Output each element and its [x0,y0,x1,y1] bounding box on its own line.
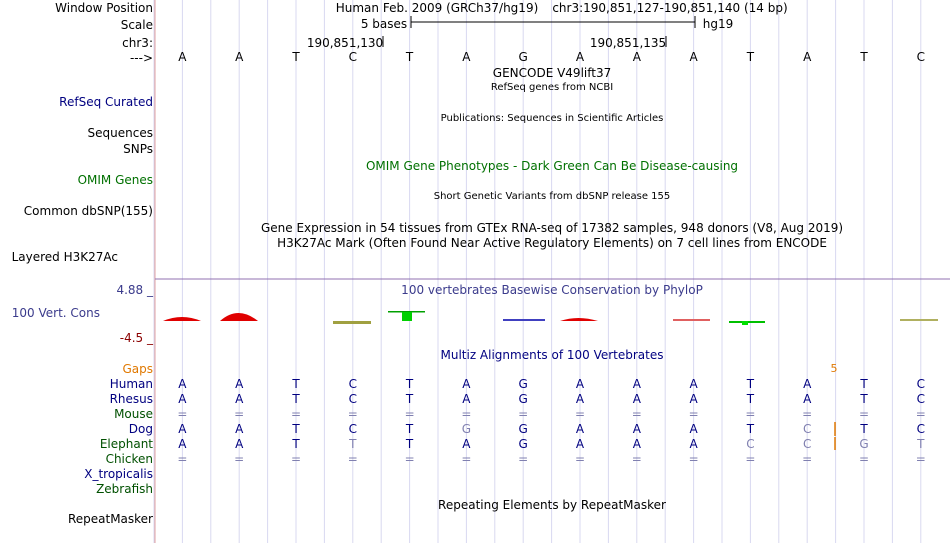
cons-max-label: 4.88 _ [116,283,153,297]
alignment-base: = [404,452,415,466]
reference-base: G [518,50,528,64]
conservation-track-title[interactable]: 100 vertebrates Basewise Conservation by PhyloP [401,283,703,297]
alignment-base: G [859,437,869,451]
reference-base: T [860,50,868,64]
alignment-base: = [574,452,586,466]
cons-bar-olive [333,321,371,324]
alignment-base: T [405,437,414,451]
alignment-base: G [518,392,528,406]
h3k27ac-track-label[interactable]: Layered H3K27Ac [11,250,118,264]
reference-base: A [632,50,641,64]
alignment-base: = [461,452,472,466]
reference-base: A [689,50,698,64]
alignment-base: T [292,422,300,436]
alignment-base: G [518,437,528,451]
alignment-base: T [917,437,925,451]
alignment-base: A [178,437,187,451]
cons-bar-green [402,312,412,321]
coord-left: 190,851,130 [306,36,384,50]
species-label[interactable]: Dog [128,422,153,436]
alignment-base: A [575,392,585,406]
alignment-base: A [235,377,244,391]
alignment-base: T [349,437,357,451]
alignment-base: C [348,377,357,391]
alignment-base: T [405,392,414,406]
alignment-base: A [689,377,698,391]
alignment-base: = [688,452,699,466]
gap-count-marker: 5 [830,362,838,375]
alignment-base: A [178,377,187,391]
gtex-track-title[interactable]: Gene Expression in 54 tissues from GTEx RNA-seq of 17382 samples, 948 donors (V8, Aug 2019) [260,221,844,235]
alignment-base: T [860,377,868,391]
reference-base: A [575,50,585,64]
alignment-base: = [290,452,302,466]
alignment-base: G [461,422,472,436]
cons-min-label: -4.5 _ [119,331,153,345]
alignment-base: = [404,407,415,421]
cons-bar-green-dot [742,321,748,325]
conservation-track-label[interactable]: 100 Vert. Cons [11,306,100,320]
alignment-base: = [631,452,642,466]
cons-peak-red-1 [163,317,201,321]
window-position-label: Window Position [55,1,153,15]
refseq-track-label[interactable]: RefSeq Curated [59,95,153,109]
cons-bar-olive-small [900,319,938,321]
sequences-track-label[interactable]: Sequences [87,126,153,140]
alignment-base: A [689,437,698,451]
alignment-base: = [234,452,245,466]
species-label[interactable]: Elephant [99,437,153,451]
dbsnp-track-label[interactable]: Common dbSNP(155) [23,204,153,218]
omim-track-label[interactable]: OMIM Genes [77,173,153,187]
alignment-base: = [177,452,188,466]
alignment-base: A [632,377,641,391]
alignment-base: T [405,422,414,436]
alignment-base: = [915,452,926,466]
alignment-base: = [347,407,358,421]
alignment-base: T [746,422,755,436]
alignment-base: T [292,377,300,391]
alignment-base: = [518,407,529,421]
alignment-base: G [518,422,528,436]
gencode-track-title[interactable]: GENCODE V49lift37 [492,66,612,80]
alignment-base: = [802,407,813,421]
alignment-base: A [689,392,698,406]
conservation-wiggle [163,311,938,325]
species-label[interactable]: Zebrafish [96,482,153,496]
alignment-base: = [177,407,188,421]
alignment-base: T [860,422,868,436]
alignment-base: T [292,392,300,406]
scale-label: Scale [120,18,153,32]
alignment-base: = [518,452,529,466]
h3k27ac-track-title[interactable]: H3K27Ac Mark (Often Found Near Active Regulatory Elements) on 7 cell lines from ENCODE [277,236,827,250]
alignment-base: A [803,377,812,391]
repeatmasker-track-title[interactable]: Repeating Elements by RepeatMasker [438,498,666,512]
position-range: chr3:190,851,127-190,851,140 (14 bp) [552,1,788,15]
alignment-base: A [462,437,471,451]
reference-base: C [916,50,925,64]
omim-track-title[interactable]: OMIM Gene Phenotypes - Dark Green Can Be Disease-causing [365,159,739,173]
alignment-base: T [746,392,755,406]
alignment-base: C [348,392,357,406]
alignment-base: A [632,422,641,436]
reference-base: A [462,50,471,64]
coord-right: 190,851,135 [589,36,667,50]
alignment-base: C [916,377,925,391]
alignment-base: C [916,422,925,436]
alignment-base: A [575,377,585,391]
species-label[interactable]: Rhesus [109,392,153,406]
scale-genome: hg19 [702,17,734,31]
reference-base: C [348,50,357,64]
alignment-base: = [688,407,699,421]
alignment-base: A [462,377,471,391]
alignment-base: A [178,422,187,436]
alignment-base: = [858,452,870,466]
reference-base: T [746,50,755,64]
alignment-base: C [916,392,925,406]
alignment-base: = [234,407,245,421]
alignment-base: A [235,392,244,406]
alignment-base: C [348,422,357,436]
alignment-base: A [178,392,187,406]
alignment-base: = [574,407,586,421]
alignment-base: = [745,407,756,421]
alignment-base: T [292,437,300,451]
alignment-base: A [575,422,585,436]
alignment-base: A [235,422,244,436]
gaps-label: Gaps [122,362,153,376]
reference-base: A [235,50,244,64]
reference-base: A [803,50,812,64]
alignment-base: = [802,452,813,466]
alignment-base: = [858,407,870,421]
species-label[interactable]: Mouse [114,407,153,421]
alignment-base: C [802,437,812,451]
alignment-base: A [575,437,585,451]
repeatmasker-track-label[interactable]: RepeatMasker [67,512,153,526]
species-label[interactable]: X_tropicalis [84,467,153,481]
alignment-base: = [915,407,926,421]
alignment-base: A [235,437,244,451]
alignment-base: A [689,422,698,436]
alignment-base: A [632,437,641,451]
cons-peak-red-3 [560,318,598,321]
alignment-base: T [860,392,868,406]
chrom-label: chr3: [122,36,153,50]
alignment-base: G [518,377,528,391]
alignment-base: C [746,437,755,451]
reference-base: T [292,50,300,64]
alignment-base: = [461,407,472,421]
alignment-base: C [802,422,812,436]
alignment-base: A [632,392,641,406]
species-label[interactable]: Chicken [105,452,153,466]
alignment-base: T [405,377,414,391]
alignment-base: A [462,392,471,406]
alignment-base: = [631,407,642,421]
species-label[interactable]: Human [109,377,153,391]
snps-track-label[interactable]: SNPs [123,142,153,156]
multiz-track-title[interactable]: Multiz Alignments of 100 Vertebrates [440,348,664,362]
dbsnp-track-title[interactable]: Short Genetic Variants from dbSNP release 155 [433,191,671,202]
reference-base: A [178,50,187,64]
alignment-base: = [745,452,756,466]
assembly-name: Human Feb. 2009 (GRCh37/hg19) [335,1,539,15]
alignment-base: = [347,452,358,466]
scale-value: 5 bases [360,17,408,31]
cons-bar-blue [503,319,545,321]
alignment-base: T [746,377,755,391]
reference-base: T [405,50,414,64]
alignment-base: = [290,407,302,421]
cons-bar-red-small [673,319,710,321]
publications-track-title[interactable]: Publications: Sequences in Scientific Articles [440,113,664,124]
cons-peak-red-2 [220,313,258,321]
refseq-track-subtitle[interactable]: RefSeq genes from NCBI [490,82,614,93]
alignment-base: A [803,392,812,406]
strand-label: ---> [129,51,153,65]
